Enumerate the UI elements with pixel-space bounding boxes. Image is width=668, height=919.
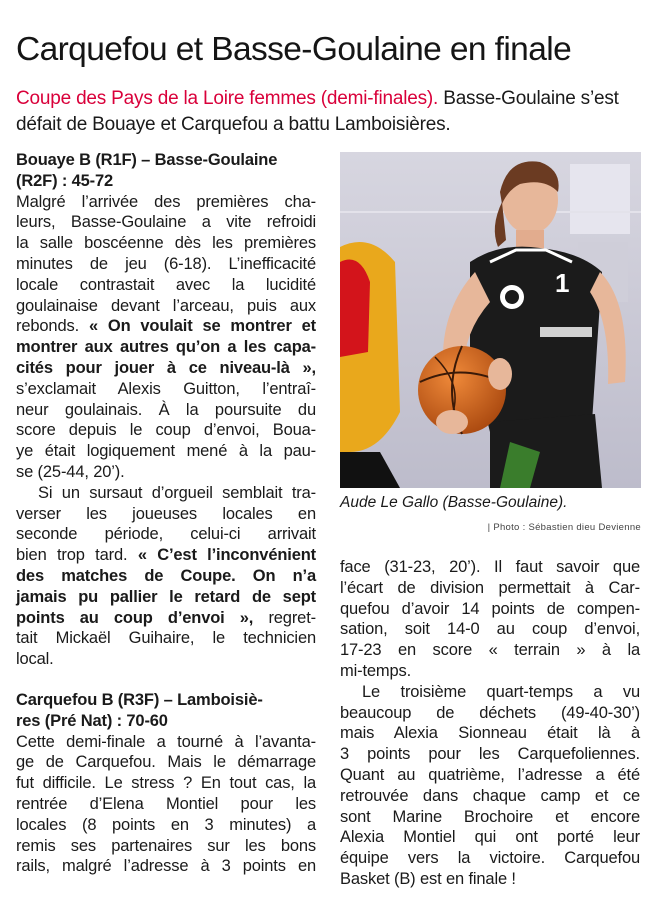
- article1-line: [16, 608, 316, 629]
- article2-line: l’écart de division permettait à Car-: [340, 578, 640, 597]
- article1-line: ye était logiquement mené à la pau-: [16, 442, 316, 461]
- article2-line: 17-23 en score « terrain » à la: [340, 641, 640, 660]
- article1-line: local.: [16, 650, 54, 669]
- article1-quote: cités pour jouer à ce niveau-là »,: [16, 358, 316, 377]
- article2-line: sont Marine Brochoire et encore: [340, 807, 640, 826]
- deck: [16, 86, 656, 138]
- article2-line: Cette demi-finale a tourné à l’avanta-: [16, 732, 316, 751]
- article2-line: sation, soit 14-0 au coup d’envoi,: [340, 620, 640, 639]
- article1-line: Malgré l’arrivée des premières cha-: [16, 192, 316, 211]
- article1-text: regret-: [268, 608, 316, 627]
- article2-line: mais Alexia Sionneau était là à: [340, 724, 640, 743]
- headline: Carquefou et Basse-Goulaine en finale: [16, 31, 572, 68]
- article2-line: rails, malgré l’adresse à 3 points en: [16, 857, 316, 876]
- article1-text: bien trop tard.: [16, 546, 128, 565]
- article1-line: tait Mickaël Guihaire, le technicien: [16, 629, 316, 648]
- photo-credit: | Photo : Sébastien dieu Devienne: [487, 522, 641, 533]
- article1-line: minutes de jeu (6-18). L’inefficacité: [16, 254, 316, 273]
- article1-line: [16, 316, 316, 337]
- article2-line: ge de Carquefou. Mais le démarrage: [16, 753, 316, 772]
- article1-line: Si un sursaut d’orgueil semblait tra-: [38, 483, 316, 502]
- article1-line: se (25-44, 20’).: [16, 462, 125, 481]
- jersey-number: 1: [555, 268, 570, 298]
- left-column: [16, 150, 316, 877]
- article1-quote: points au coup d’envoi »,: [16, 608, 254, 627]
- article1-line: locale contrastait avec la lucidité: [16, 275, 316, 294]
- article2-line: mi-temps.: [340, 661, 412, 680]
- article1-quote: des matches de Coupe. On n’a: [16, 566, 316, 585]
- photo-caption: Aude Le Gallo (Basse-Goulaine).: [340, 494, 568, 511]
- article2-line: fut difficile. Le stress ? En tout cas, la: [16, 774, 316, 793]
- article2-line: retrouvée dans chaque camp et ce: [340, 786, 640, 805]
- article2-title-line: Carquefou B (R3F) – Lamboisiè-: [16, 690, 263, 709]
- article1-line: verser les joueuses locales en: [16, 504, 316, 523]
- article1-line: [16, 545, 316, 566]
- deck-kicker: Coupe des Pays de la Loire femmes (demi-finales).: [16, 88, 439, 109]
- article1-line: goulainaise devant l’arceau, puis aux: [16, 296, 316, 315]
- article1-title-line: (R2F) : 45-72: [16, 171, 114, 190]
- article2-line: 3 points pour les Carquefoliennes.: [340, 745, 640, 764]
- article1-line: neur goulainais. À la poursuite du: [16, 400, 316, 419]
- article1-quote: « C’est l’inconvénient: [137, 546, 317, 565]
- article2-line: Quant au quatrième, l’adresse a été: [340, 765, 640, 784]
- article2-line: rentrée d’Elena Montiel pour les: [16, 794, 316, 813]
- article1-line: seconde période, celui-ci arrivait: [16, 525, 316, 544]
- article1-quote: jamais pu pallier le retard de sept: [16, 587, 316, 606]
- article1-quote: montrer aux autres qu’on a les capa-: [16, 338, 316, 357]
- article2-line: Basket (B) est en finale !: [340, 869, 516, 888]
- player-photo: [340, 152, 641, 488]
- right-column: [340, 557, 640, 890]
- article2-line: face (31-23, 20’). Il faut savoir que: [340, 558, 640, 576]
- article2-line: beaucoup de déchets (49-40-30’): [340, 703, 640, 722]
- article1-quote: « On voulait se montrer et: [88, 317, 316, 336]
- article2-title-line: res (Pré Nat) : 70-60: [16, 711, 168, 730]
- article1-line: s’exclamait Alexis Guitton, l’entraî-: [16, 379, 316, 398]
- article2-line: remis ses partenaires sur les bons: [16, 836, 316, 855]
- article1-line: score depuis le coup d’envoi, Boua-: [16, 421, 316, 440]
- article2-line: Le troisième quart-temps a vu: [362, 682, 640, 701]
- article1-text: rebonds.: [16, 317, 80, 336]
- article1-line: la salle boscéenne dès les premières: [16, 234, 316, 253]
- article2-line: locales (8 points en 3 minutes) a: [16, 815, 316, 834]
- deck-text: Basse-Goulaine s’est défait de Bouaye et Carquefou a battu Lamboisières.: [16, 88, 619, 135]
- article2-line: quefou d’avoir 14 points de compen-: [340, 599, 640, 618]
- article2-line: équipe vers la victoire. Carquefou: [340, 849, 640, 868]
- article1-line: leurs, Basse-Goulaine a vite refroidi: [16, 213, 316, 232]
- article2-line: Alexia Montiel qui ont porté leur: [340, 828, 640, 847]
- article1-title-line: Bouaye B (R1F) – Basse-Goulaine: [16, 151, 278, 169]
